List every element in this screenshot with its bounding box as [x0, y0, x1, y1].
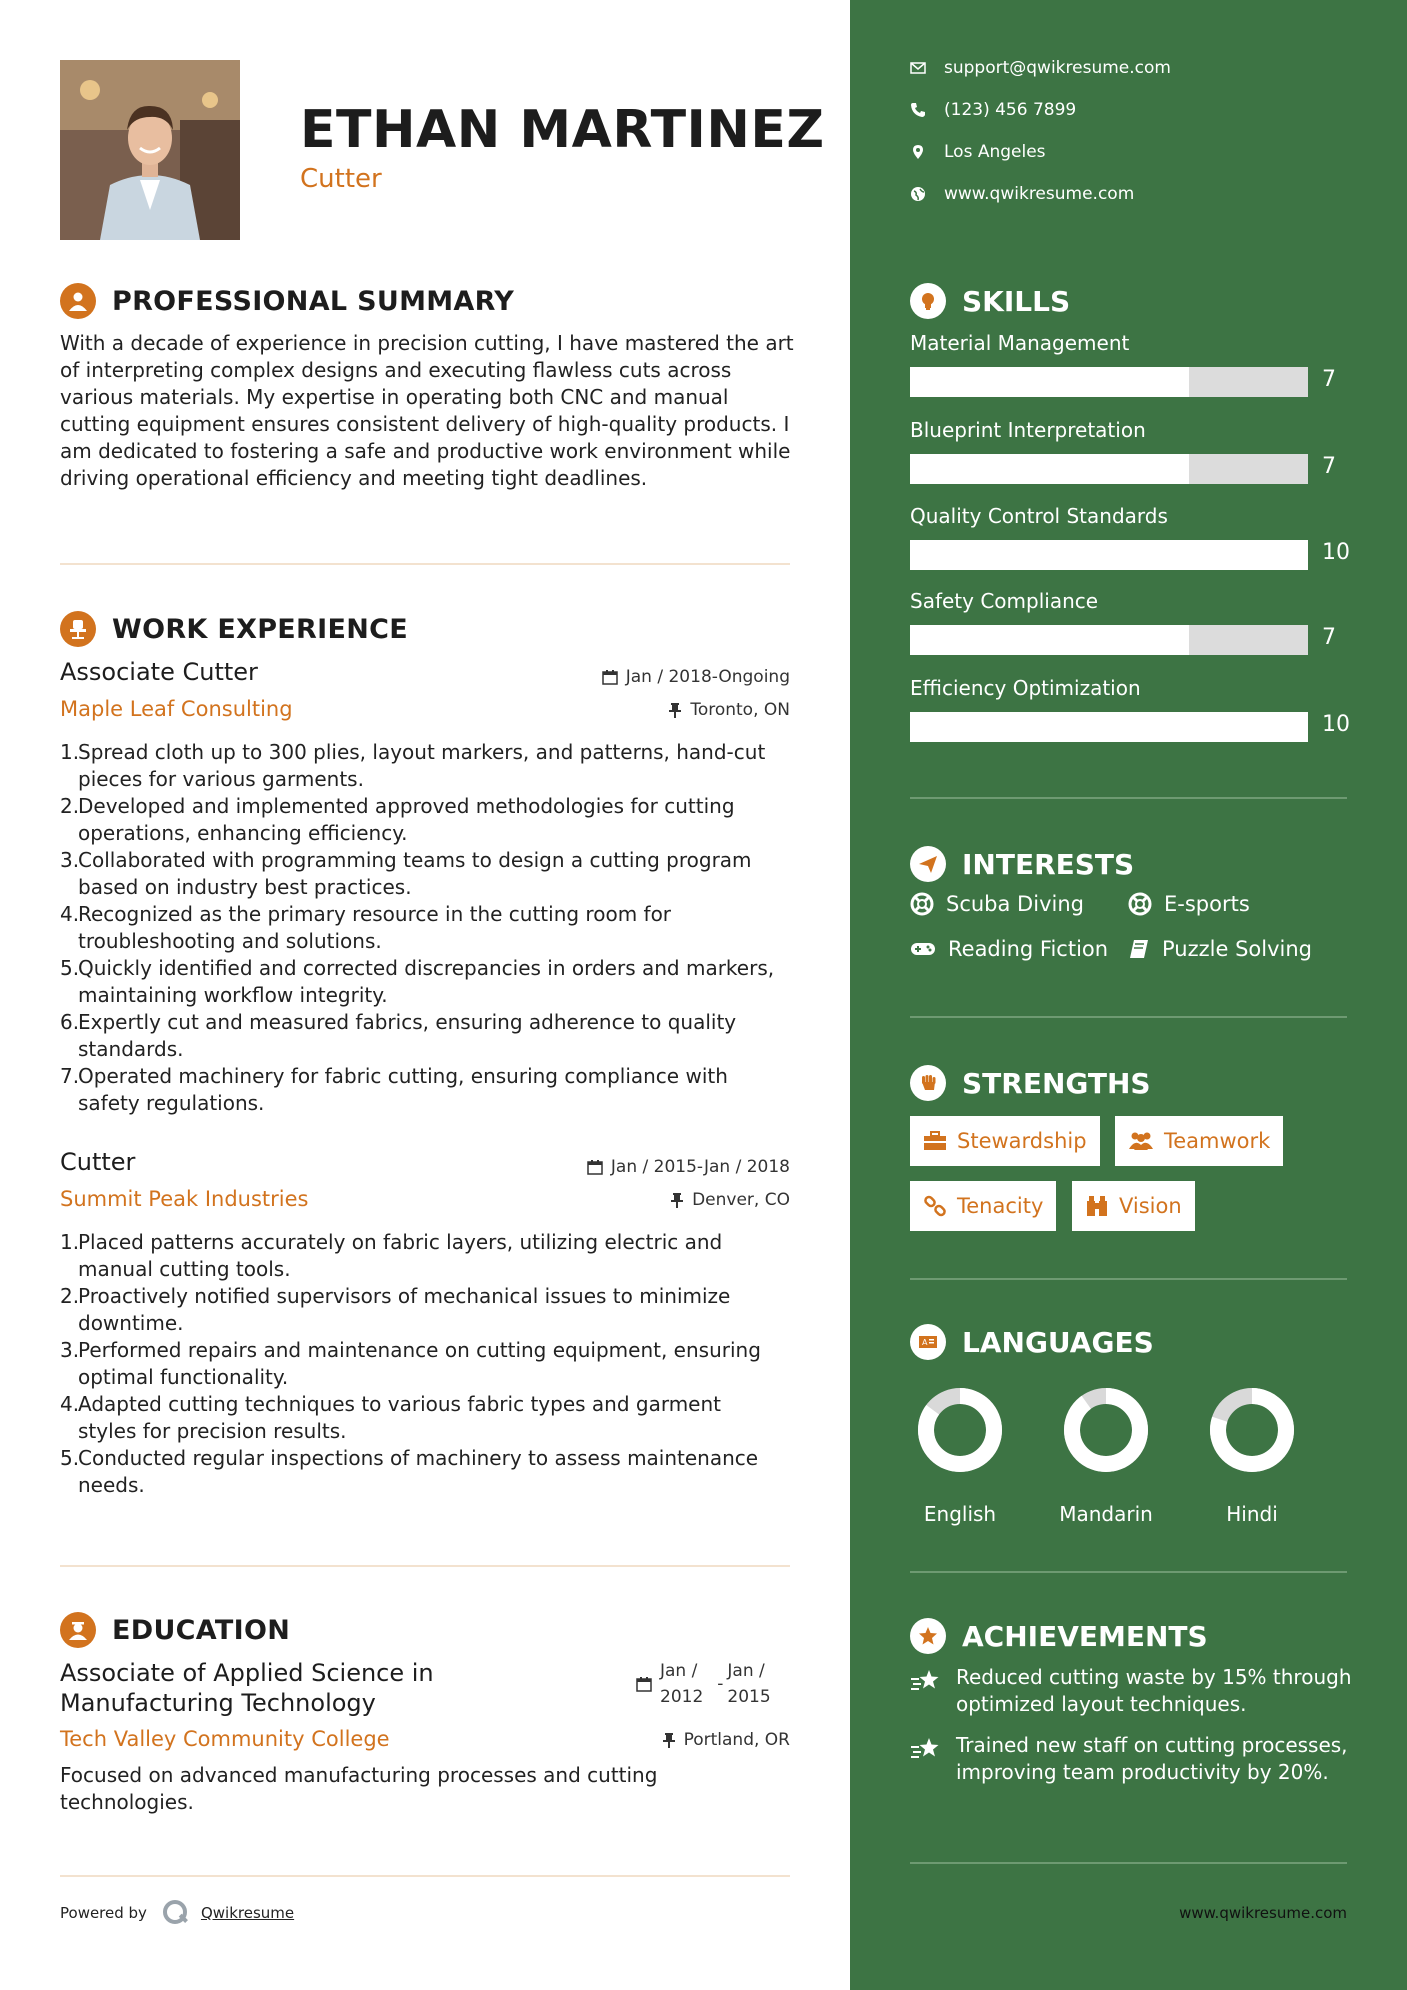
chair-icon [60, 611, 96, 647]
email-text: support@qwikresume.com [944, 58, 1171, 78]
education-dates: Jan / 2012 - Jan / 2015 [636, 1658, 785, 1710]
interest-item: Reading Fiction [910, 937, 1108, 961]
life-ring-icon [910, 892, 934, 916]
strength-badge: Vision [1072, 1181, 1195, 1231]
end-month: Jan / [727, 1661, 765, 1681]
fist-icon [910, 1065, 946, 1101]
job-company: Maple Leaf Consulting [60, 697, 293, 721]
envelope-icon [910, 61, 926, 75]
skill-bar [910, 712, 1308, 742]
achievement-item: Trained new staff on cutting processes, improving team productivity by 20%. [910, 1732, 1360, 1786]
contact-location [910, 142, 1046, 162]
skill-bar [910, 454, 1308, 484]
divider [910, 1862, 1347, 1864]
start-year: 2012 [660, 1687, 704, 1707]
footer-website[interactable]: www.qwikresume.com [1179, 1904, 1347, 1922]
summary-text: With a decade of experience in precision cutting, I have mastered the art of interpreting complex designs and executing flawless cuts across various materials. My expertise in operating both CNC and manual cutting equipment ensures consistent delivery of high-quality products. I am dedicated to fostering a safe and productive work environment while driving operational efficiency and meeting tight deadlines. [60, 331, 794, 490]
job-title: Associate Cutter [60, 658, 258, 686]
list-item: 3. Performed repairs and maintenance on cutting equipment, ensuring optimal functionality. [60, 1338, 761, 1389]
contact-email[interactable] [910, 58, 1171, 78]
interests-title: INTERESTS [962, 847, 1135, 881]
skills-header [910, 283, 1070, 319]
achievements-header [910, 1618, 1208, 1654]
languages-title: LANGUAGES [962, 1325, 1154, 1359]
education-description: Focused on advanced manufacturing processes and cutting technologies. [60, 1763, 658, 1814]
end-year: 2015 [727, 1687, 771, 1707]
briefcase-icon [923, 1131, 947, 1151]
divider [910, 1571, 1347, 1573]
education-location [662, 1730, 790, 1750]
calendar-icon [587, 1159, 603, 1175]
job-duties [60, 739, 780, 1117]
skill-bar [910, 367, 1308, 397]
education-header [60, 1612, 290, 1648]
skill-bar [910, 625, 1308, 655]
contact-website[interactable] [910, 184, 1134, 204]
link-icon [923, 1194, 947, 1218]
candidate-name: ETHAN MARTINEZ [300, 100, 825, 160]
job-title: Cutter [60, 1148, 136, 1176]
job-dates [587, 1157, 790, 1177]
strengths-title: STRENGTHS [962, 1066, 1151, 1100]
map-marker-icon [910, 144, 926, 160]
experience-header [60, 611, 408, 647]
skill-value: 10 [1322, 712, 1350, 737]
job-duties [60, 1229, 780, 1499]
language-item [910, 1380, 1010, 1526]
strength-badge: Stewardship [910, 1116, 1100, 1166]
achievement-item: Reduced cutting waste by 15% through optimized layout techniques. [910, 1664, 1360, 1718]
shooting-star-icon [910, 1668, 942, 1694]
phone-icon [910, 102, 926, 118]
languages-header [910, 1324, 1154, 1360]
list-item: 1. Spread cloth up to 300 plies, layout markers, and patterns, hand-cut pieces for various garments. [60, 740, 766, 791]
powered-by-label: Powered by [60, 1904, 147, 1922]
skills-title: SKILLS [962, 284, 1071, 318]
skill-name: Blueprint Interpretation [910, 418, 1146, 442]
interest-item: E-sports [1128, 892, 1250, 916]
life-ring-icon [1128, 892, 1152, 916]
job-location [670, 1190, 790, 1210]
list-item: 2. Proactively notified supervisors of mechanical issues to minimize downtime. [60, 1284, 731, 1335]
skill-bar-fill [910, 454, 1189, 484]
job-company: Summit Peak Industries [60, 1187, 309, 1211]
paper-plane-icon [910, 846, 946, 882]
job-dates-text: Jan / 2015-Jan / 2018 [610, 1157, 790, 1177]
calendar-icon [636, 1676, 652, 1692]
calendar-icon [602, 669, 618, 685]
job-dates [602, 667, 790, 687]
divider [60, 1875, 790, 1877]
svg-text:A: A [922, 1338, 928, 1347]
qwikresume-logo-icon [161, 1898, 191, 1928]
strength-badge: Tenacity [910, 1181, 1056, 1231]
globe-icon [910, 186, 926, 202]
list-item: 4. Adapted cutting techniques to various fabric types and garment styles for precision results. [60, 1392, 722, 1443]
star-badge-icon [910, 1618, 946, 1654]
list-item: 4. Recognized as the primary resource in the cutting room for troubleshooting and solutions. [60, 902, 672, 953]
language-label: English [923, 1502, 997, 1526]
pin-icon [670, 1192, 684, 1208]
job-location-text: Denver, CO [692, 1190, 790, 1210]
lightbulb-icon [910, 283, 946, 319]
divider [910, 1016, 1347, 1018]
contact-phone[interactable] [910, 100, 1076, 120]
achievements-title: ACHIEVEMENTS [962, 1619, 1208, 1653]
experience-title: WORK EXPERIENCE [112, 613, 408, 645]
donut-fill [1072, 1396, 1140, 1464]
list-item: 3. Collaborated with programming teams to design a cutting program based on industry best practices. [60, 848, 752, 899]
list-item: 5. Conducted regular inspections of machinery to assess maintenance needs. [60, 1446, 759, 1497]
graduation-icon [60, 1612, 96, 1648]
candidate-role: Cutter [300, 164, 382, 194]
summary-header [60, 283, 514, 319]
user-icon [60, 283, 96, 319]
skill-value: 7 [1322, 625, 1336, 650]
pin-icon [662, 1732, 676, 1748]
list-item: 7. Operated machinery for fabric cutting, ensuring compliance with safety regulations. [60, 1064, 728, 1115]
list-item: 1. Placed patterns accurately on fabric layers, utilizing electric and manual cutting tools. [60, 1230, 723, 1281]
qwikresume-link[interactable]: Qwikresume [200, 1904, 295, 1922]
language-donut [910, 1380, 1010, 1480]
language-item [1056, 1380, 1156, 1526]
job-dates-text: Jan / 2018-Ongoing [625, 667, 790, 687]
degree-title: Associate of Applied Science in Manufacturing Technology [60, 1659, 434, 1717]
skill-name: Material Management [910, 331, 1130, 355]
language-donut [1056, 1380, 1156, 1480]
skill-bar-fill [910, 367, 1189, 397]
interests-header [910, 846, 1134, 882]
website-text: www.qwikresume.com [944, 184, 1135, 204]
education-location-text: Portland, OR [683, 1730, 790, 1750]
strengths-header [910, 1065, 1151, 1101]
pin-icon [668, 702, 682, 718]
divider [910, 797, 1347, 799]
list-item: 2. Developed and implemented approved methodologies for cutting operations, enhancing efficiency. [60, 794, 735, 845]
phone-text: (123) 456 7899 [944, 100, 1077, 120]
list-item: 5. Quickly identified and corrected discrepancies in orders and markers, maintaining workflow integrity. [60, 956, 775, 1007]
gamepad-icon [910, 940, 936, 958]
list-item: 6. Expertly cut and measured fabrics, ensuring adherence to quality standards. [60, 1010, 737, 1061]
skill-value: 7 [1322, 367, 1336, 392]
summary-title: PROFESSIONAL SUMMARY [112, 285, 515, 317]
skill-value: 10 [1322, 540, 1350, 565]
users-icon [1128, 1131, 1154, 1151]
skill-name: Efficiency Optimization [910, 676, 1141, 700]
book-icon [1128, 938, 1150, 960]
shooting-star-icon [910, 1736, 942, 1762]
sidebar [850, 0, 1407, 1990]
skill-bar-fill [910, 540, 1308, 570]
strength-badge: Teamwork [1115, 1116, 1283, 1166]
footer-powered [60, 1898, 294, 1928]
skill-bar-fill [910, 625, 1189, 655]
skill-value: 7 [1322, 454, 1336, 479]
skill-name: Quality Control Standards [910, 504, 1168, 528]
interest-item: Puzzle Solving [1128, 937, 1312, 961]
school-name: Tech Valley Community College [60, 1727, 390, 1751]
job-location-text: Toronto, ON [690, 700, 790, 720]
profile-photo [60, 60, 240, 240]
location-text: Los Angeles [944, 142, 1046, 162]
skill-bar-fill [910, 712, 1308, 742]
education-title: EDUCATION [112, 1614, 291, 1646]
divider [60, 1565, 790, 1567]
interest-item: Scuba Diving [910, 892, 1084, 916]
language-item [1202, 1380, 1302, 1526]
divider [60, 563, 790, 565]
divider [910, 1278, 1347, 1280]
skill-bar [910, 540, 1308, 570]
language-donut [1202, 1380, 1302, 1480]
start-month: Jan / [660, 1661, 698, 1681]
binoculars-icon [1085, 1195, 1109, 1217]
job-location [668, 700, 790, 720]
language-label: Hindi [1226, 1502, 1278, 1526]
skill-name: Safety Compliance [910, 589, 1099, 613]
language-label: Mandarin [1059, 1502, 1153, 1526]
language-icon [910, 1324, 946, 1360]
